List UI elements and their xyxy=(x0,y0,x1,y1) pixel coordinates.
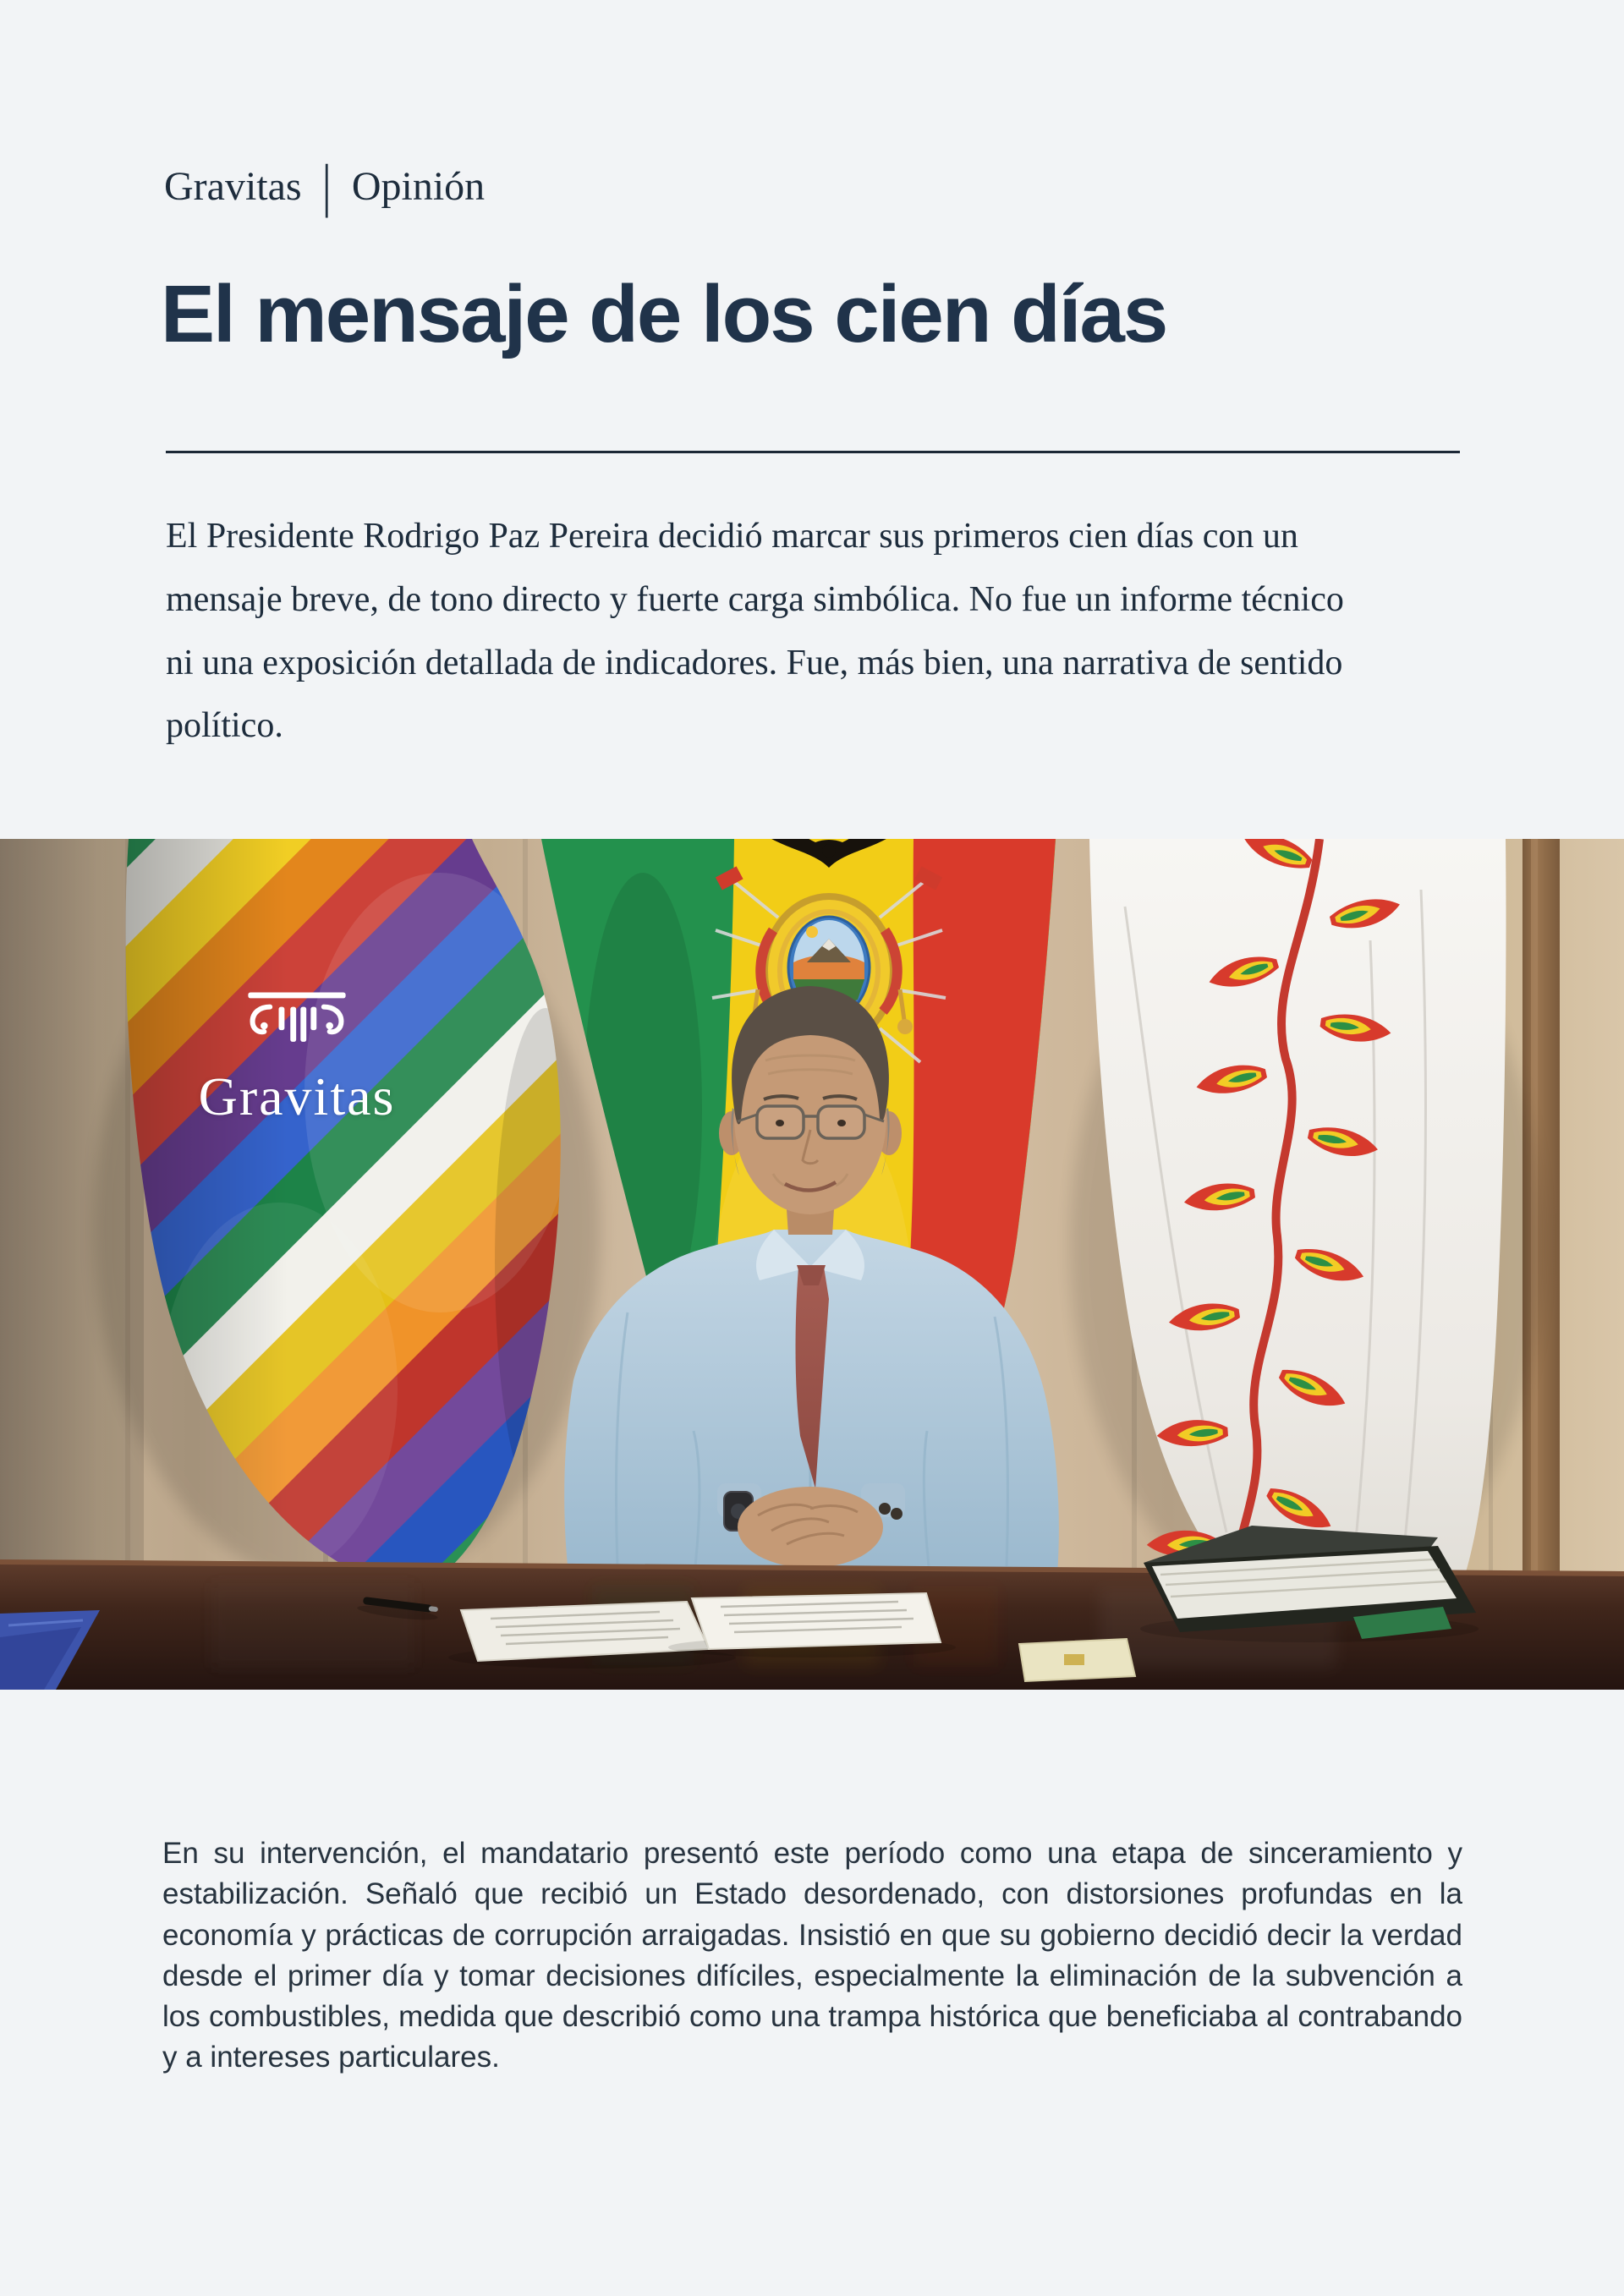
photo-illustration xyxy=(0,839,1624,1690)
title-divider-rule xyxy=(166,451,1460,453)
note-card xyxy=(1019,1639,1135,1681)
gravitas-column-icon xyxy=(233,989,360,1062)
article-title: El mensaje de los cien días xyxy=(161,269,1167,359)
masthead xyxy=(164,153,486,219)
photo-watermark xyxy=(157,989,436,1125)
article-body: En su intervención, el mandatario presentó este período como una etapa de sinceramiento y estabilización. Señaló que recibió un Estado desordenado, con distorsiones profundas en la economía y prácticas de corrupción arraigadas. Insistió en que su gobierno decidió decir la verdad desde el primer día y tomar decisiones difíciles, especialmente la eliminación de la subvención a los combustibles, medida que describió como una trampa histórica que beneficiaba al contrabando y a intereses particulares. xyxy=(162,1837,1462,2074)
masthead-section: Opinión xyxy=(351,163,486,209)
watermark-wordmark: Gravitas xyxy=(198,1066,396,1126)
article-photo xyxy=(0,839,1624,1690)
masthead-separator: | xyxy=(321,153,332,219)
article-lede: El Presidente Rodrigo Paz Pereira decidió marcar sus primeros cien días con un mensaje breve, de tono directo y fuerte carga simbólica. No fue un informe técnico ni una exposición detallada de indicadores. Fue, más bien, una narrativa de sentido político. xyxy=(166,517,1344,746)
masthead-brand: Gravitas xyxy=(164,163,302,209)
